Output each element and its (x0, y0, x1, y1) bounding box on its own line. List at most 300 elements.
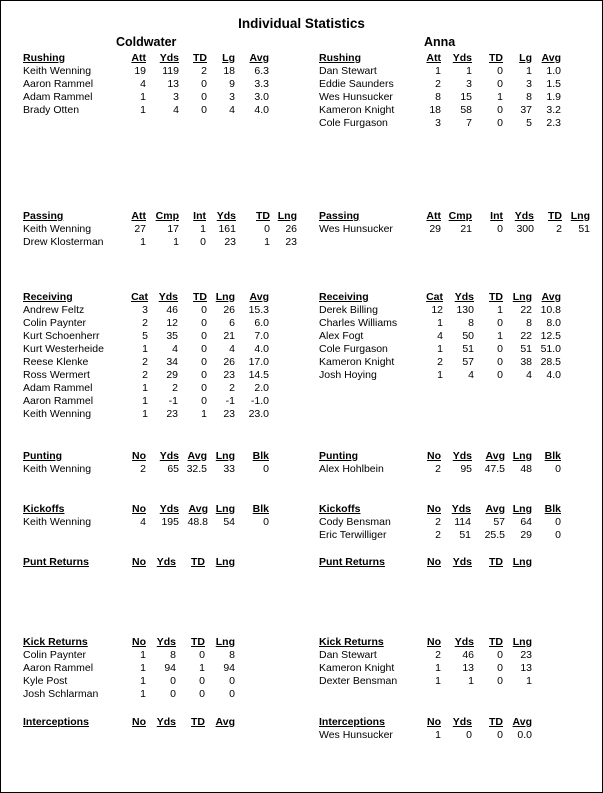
section-heading: Punt Returns (23, 556, 89, 568)
column-header: Yds (156, 556, 176, 568)
stat-value: 0 (497, 104, 503, 116)
column-header: Avg (187, 450, 207, 462)
stat-value: 114 (454, 516, 471, 528)
column-header: Att (131, 52, 146, 64)
stat-value: 0 (201, 343, 207, 355)
player-name: Andrew Feltz (23, 304, 85, 316)
stat-value: 2 (435, 529, 441, 541)
player-name: Wes Hunsucker (319, 223, 393, 235)
player-name: Aaron Rammel (23, 395, 94, 407)
column-header: Lng (570, 210, 590, 222)
column-header: Lg (222, 52, 235, 64)
stat-value: 4 (437, 330, 443, 342)
stat-value: 0 (555, 529, 561, 541)
column-header: Yds (156, 636, 176, 648)
section-heading: Punt Returns (319, 556, 385, 568)
section-heading: Interceptions (23, 716, 89, 728)
column-header: TD (489, 291, 503, 303)
stat-value: 4 (172, 343, 178, 355)
stat-value: 1 (435, 65, 441, 77)
player-name: Dexter Bensman (319, 675, 398, 687)
stat-value: 0 (201, 317, 207, 329)
player-name: Kurt Schoenherr (23, 330, 100, 342)
stat-value: 1 (435, 662, 441, 674)
stat-value: 5 (142, 330, 148, 342)
player-name: Eddie Saunders (319, 78, 394, 90)
stat-value: 0 (201, 382, 207, 394)
column-header: Lng (277, 210, 297, 222)
stat-value: 54 (223, 516, 235, 528)
stat-value: 8 (526, 317, 532, 329)
stat-value: 46 (462, 649, 474, 661)
column-header: Yds (216, 210, 236, 222)
stat-value: 0 (497, 649, 503, 661)
stat-value: 6.3 (254, 65, 269, 77)
column-header: TD (489, 556, 503, 568)
stat-value: 0 (497, 356, 503, 368)
column-header: No (427, 716, 441, 728)
column-header: Lng (512, 450, 532, 462)
column-header: Yds (159, 52, 179, 64)
stat-value: 26 (223, 356, 235, 368)
stat-value: 0 (497, 729, 503, 741)
stat-value: 22 (520, 304, 532, 316)
stat-value: 7.0 (254, 330, 269, 342)
stat-value: 130 (456, 304, 474, 316)
player-name: Josh Hoying (319, 369, 377, 381)
stat-value: -1.0 (250, 395, 269, 407)
stat-value: 4.0 (546, 369, 561, 381)
stat-value: 3 (229, 91, 235, 103)
player-name: Colin Paynter (23, 317, 87, 329)
stat-value: 12.5 (540, 330, 561, 342)
stat-value: 2 (142, 369, 148, 381)
stat-value: 21 (460, 223, 472, 235)
stat-value: 119 (162, 65, 179, 77)
stat-value: 6.0 (254, 317, 269, 329)
player-name: Ross Wermert (23, 369, 90, 381)
column-header: TD (489, 52, 503, 64)
column-header: Blk (252, 503, 269, 515)
column-header: Yds (514, 210, 534, 222)
stat-value: 22 (520, 330, 532, 342)
player-name: Aaron Rammel (23, 662, 94, 674)
stat-value: 51.0 (540, 343, 561, 355)
stat-value: 5 (526, 117, 532, 129)
stat-value: 94 (223, 662, 235, 674)
column-header: Yds (452, 450, 472, 462)
team-name-home: Coldwater (116, 35, 177, 49)
stat-value: 12 (166, 317, 178, 329)
stat-value: 58 (460, 104, 472, 116)
stat-value: 95 (460, 463, 472, 475)
stat-value: 1 (435, 675, 441, 687)
column-header: Att (426, 52, 441, 64)
column-header: No (427, 636, 441, 648)
stat-value: 23 (285, 236, 297, 248)
stat-value: 65 (167, 463, 179, 475)
column-header: No (427, 450, 441, 462)
stat-value: 17.0 (248, 356, 269, 368)
column-header: TD (193, 52, 207, 64)
column-header: Blk (544, 503, 561, 515)
player-name: Eric Terwilliger (319, 529, 387, 541)
section-heading: Rushing (319, 52, 361, 64)
stat-value: 4 (229, 343, 235, 355)
column-header: TD (193, 291, 207, 303)
column-header: Lng (512, 556, 532, 568)
player-name: Keith Wenning (23, 65, 92, 77)
column-header: Avg (485, 503, 505, 515)
column-header: Lng (512, 291, 532, 303)
stat-value: 2 (435, 78, 441, 90)
column-header: Lng (512, 503, 532, 515)
stat-value: 1 (173, 236, 179, 248)
player-name: Aaron Rammel (23, 78, 94, 90)
stat-value: 51 (459, 529, 471, 541)
stat-value: 0 (497, 65, 503, 77)
stat-value: 7 (466, 117, 472, 129)
stat-value: 2 (140, 463, 146, 475)
column-header: Yds (156, 716, 176, 728)
player-name: Kyle Post (23, 675, 68, 687)
column-header: Cat (426, 291, 443, 303)
player-name: Keith Wenning (23, 223, 92, 235)
player-name: Alex Fogt (319, 330, 364, 342)
player-name: Wes Hunsucker (319, 729, 393, 741)
stat-value: 23 (223, 369, 235, 381)
player-name: Keith Wenning (23, 408, 92, 420)
stat-value: 2 (201, 65, 207, 77)
stat-value: 1 (437, 343, 443, 355)
stat-value: 51 (520, 343, 532, 355)
column-header: Avg (485, 450, 505, 462)
stat-value: 0 (497, 78, 503, 90)
stat-value: 23 (223, 408, 235, 420)
stat-value: 4.0 (254, 343, 269, 355)
player-name: Colin Paynter (23, 649, 87, 661)
column-header: Lng (512, 636, 532, 648)
column-header: Avg (249, 52, 269, 64)
stat-value: 0 (497, 675, 503, 687)
stat-value: 8 (468, 317, 474, 329)
stat-value: 1 (142, 382, 148, 394)
column-header: Int (193, 210, 206, 222)
stat-value: 29 (520, 529, 532, 541)
player-name: Dan Stewart (319, 649, 377, 661)
player-name: Kameron Knight (319, 104, 395, 116)
stat-value: 0 (497, 369, 503, 381)
player-name: Adam Rammel (23, 91, 93, 103)
column-header: Cat (131, 291, 148, 303)
stat-value: 2 (556, 223, 562, 235)
stat-value: 0 (201, 304, 207, 316)
stat-value: 0 (229, 675, 235, 687)
stat-value: 14.5 (248, 369, 269, 381)
stat-value: 1 (142, 395, 148, 407)
player-name: Kameron Knight (319, 662, 395, 674)
column-header: Lg (519, 52, 532, 64)
column-header: TD (256, 210, 270, 222)
stat-value: 4 (468, 369, 474, 381)
section-heading: Interceptions (319, 716, 385, 728)
stat-value: 28.5 (540, 356, 561, 368)
section-heading: Receiving (319, 291, 369, 303)
stat-value: 2 (435, 463, 441, 475)
column-header: Avg (188, 503, 208, 515)
player-name: Kurt Westerheide (23, 343, 104, 355)
stat-value: 2 (142, 317, 148, 329)
column-header: TD (191, 556, 205, 568)
section-heading: Punting (319, 450, 359, 462)
stat-value: 2 (142, 356, 148, 368)
stat-value: 4 (173, 104, 179, 116)
stat-value: 0 (170, 675, 176, 687)
stat-value: 0 (201, 104, 207, 116)
column-header: Yds (158, 291, 178, 303)
stat-value: 48 (520, 463, 532, 475)
player-name: Wes Hunsucker (319, 91, 393, 103)
stat-value: 1 (142, 343, 148, 355)
stat-value: 57 (462, 356, 474, 368)
column-header: TD (548, 210, 562, 222)
player-name: Adam Rammel (23, 382, 93, 394)
column-header: Int (490, 210, 503, 222)
stat-value: 0 (263, 463, 269, 475)
column-header: Lng (215, 450, 235, 462)
stat-value: 0 (555, 463, 561, 475)
stat-value: 1.0 (546, 65, 561, 77)
stat-value: 3.2 (546, 104, 561, 116)
section-heading: Kick Returns (319, 636, 384, 648)
player-name: Josh Schlarman (23, 688, 99, 700)
stat-value: 1 (526, 675, 532, 687)
stat-value: 0 (264, 223, 270, 235)
column-header: Lng (215, 636, 235, 648)
stat-value: 26 (223, 304, 235, 316)
stat-value: 50 (462, 330, 474, 342)
column-header: Lng (215, 291, 235, 303)
stat-value: 0 (201, 91, 207, 103)
section-heading: Rushing (23, 52, 65, 64)
stat-value: 9 (229, 78, 235, 90)
column-header: Yds (159, 503, 179, 515)
stat-value: 51 (578, 223, 590, 235)
player-name: Cole Furgason (319, 343, 388, 355)
player-name: Drew Klosterman (23, 236, 104, 248)
stat-value: 1 (437, 369, 443, 381)
stat-value: 25.5 (484, 529, 505, 541)
column-header: Avg (541, 291, 561, 303)
player-name: Kameron Knight (319, 356, 395, 368)
stat-value: 2.0 (254, 382, 269, 394)
player-name: Cody Bensman (319, 516, 391, 528)
stat-value: 1 (140, 236, 146, 248)
stat-value: 1 (140, 649, 146, 661)
stat-value: 32.5 (186, 463, 207, 475)
column-header: Avg (512, 716, 532, 728)
stat-value: 0 (229, 688, 235, 700)
stat-value: 8 (229, 649, 235, 661)
column-header: Lng (215, 556, 235, 568)
stat-value: 47.5 (484, 463, 505, 475)
stat-value: 12 (431, 304, 443, 316)
stat-value: 0 (555, 516, 561, 528)
stat-value: 0 (201, 356, 207, 368)
section-heading: Kickoffs (23, 503, 65, 515)
stat-value: 3 (435, 117, 441, 129)
column-header: No (132, 450, 146, 462)
stat-value: 13 (520, 662, 532, 674)
column-header: Yds (454, 291, 474, 303)
stat-value: 34 (166, 356, 178, 368)
stat-value: 46 (166, 304, 178, 316)
stat-value: 4 (229, 104, 235, 116)
column-header: No (132, 503, 146, 515)
stat-value: 8.0 (546, 317, 561, 329)
column-header: Avg (249, 291, 269, 303)
stat-value: 29 (429, 223, 441, 235)
stat-value: 10.8 (540, 304, 561, 316)
stat-value: 1.9 (546, 91, 561, 103)
stat-value: 0 (199, 675, 205, 687)
stat-value: 1 (142, 408, 148, 420)
stat-value: 64 (520, 516, 532, 528)
stat-value: 57 (493, 516, 505, 528)
stat-value: 17 (167, 223, 179, 235)
column-header: Att (426, 210, 441, 222)
stat-value: 1 (435, 729, 441, 741)
stat-value: 18 (223, 65, 235, 77)
stat-value: 3 (526, 78, 532, 90)
column-header: TD (191, 716, 205, 728)
player-name: Dan Stewart (319, 65, 377, 77)
stat-value: 51 (462, 343, 474, 355)
stat-value: 4.0 (254, 104, 269, 116)
column-header: No (427, 556, 441, 568)
column-header: Avg (541, 52, 561, 64)
player-name: Charles Williams (319, 317, 398, 329)
column-header: Yds (452, 556, 472, 568)
section-heading: Passing (319, 210, 360, 222)
stat-value: 6 (229, 317, 235, 329)
stat-value: 94 (164, 662, 176, 674)
player-name: Brady Otten (23, 104, 80, 116)
stat-value: -1 (225, 395, 235, 407)
stat-value: 1 (200, 223, 206, 235)
stat-value: 37 (520, 104, 532, 116)
stat-value: 0 (497, 117, 503, 129)
player-name: Keith Wenning (23, 463, 92, 475)
stat-value: 1 (526, 65, 532, 77)
column-header: Blk (252, 450, 269, 462)
stat-value: 15 (460, 91, 472, 103)
stat-value: 1.5 (546, 78, 561, 90)
stat-value: 1 (140, 675, 146, 687)
stat-value: 3.3 (254, 78, 269, 90)
column-header: Cmp (448, 210, 472, 222)
column-header: Cmp (155, 210, 179, 222)
stat-value: 26 (285, 223, 297, 235)
stat-value: 1 (140, 688, 146, 700)
stat-value: 0 (497, 317, 503, 329)
column-header: Yds (159, 450, 179, 462)
stat-value: 0 (170, 688, 176, 700)
stat-value: 1 (140, 104, 146, 116)
player-name: Keith Wenning (23, 516, 92, 528)
stat-value: 1 (140, 662, 146, 674)
stat-value: 23 (520, 649, 532, 661)
column-header: Yds (451, 503, 471, 515)
stat-value: 21 (223, 330, 235, 342)
stat-value: -1 (168, 395, 178, 407)
stat-value: 4 (140, 78, 146, 90)
section-heading: Receiving (23, 291, 73, 303)
column-header: No (427, 503, 441, 515)
stat-value: 0 (497, 223, 503, 235)
player-name: Reese Klenke (23, 356, 89, 368)
stat-value: 2 (435, 516, 441, 528)
stat-value: 2 (435, 649, 441, 661)
stat-value: 15.3 (248, 304, 269, 316)
stat-value: 18 (429, 104, 441, 116)
column-header: No (132, 636, 146, 648)
stat-value: 0 (497, 343, 503, 355)
stat-value: 1 (468, 675, 474, 687)
column-header: Yds (454, 636, 474, 648)
column-header: Blk (544, 450, 561, 462)
stat-value: 33 (223, 463, 235, 475)
stat-value: 19 (134, 65, 146, 77)
column-header: No (132, 716, 146, 728)
stat-value: 8 (170, 649, 176, 661)
stat-value: 161 (218, 223, 236, 235)
stat-value: 27 (134, 223, 146, 235)
column-header: No (132, 556, 146, 568)
stat-value: 1 (199, 662, 205, 674)
stat-value: 0 (199, 649, 205, 661)
stat-value: 13 (167, 78, 179, 90)
column-header: TD (489, 716, 503, 728)
section-heading: Punting (23, 450, 63, 462)
stat-value: 23 (224, 236, 236, 248)
column-header: TD (191, 636, 205, 648)
stat-value: 3 (466, 78, 472, 90)
stat-value: 1 (201, 408, 207, 420)
stat-value: 29 (166, 369, 178, 381)
stat-value: 3.0 (254, 91, 269, 103)
stat-value: 300 (516, 223, 534, 235)
stat-value: 1 (140, 91, 146, 103)
stat-value: 0 (200, 236, 206, 248)
stat-value: 3 (173, 91, 179, 103)
stat-value: 0 (263, 516, 269, 528)
stat-value: 23.0 (248, 408, 269, 420)
stat-value: 2 (172, 382, 178, 394)
column-header: Avg (215, 716, 235, 728)
stat-value: 1 (497, 91, 503, 103)
column-header: TD (489, 636, 503, 648)
stat-value: 38 (520, 356, 532, 368)
stat-value: 35 (166, 330, 178, 342)
column-header: Att (131, 210, 146, 222)
section-heading: Kickoffs (319, 503, 361, 515)
player-name: Cole Furgason (319, 117, 388, 129)
stat-value: 0 (497, 662, 503, 674)
stat-value: 195 (161, 516, 179, 528)
column-header: Yds (452, 716, 472, 728)
stat-value: 1 (437, 317, 443, 329)
